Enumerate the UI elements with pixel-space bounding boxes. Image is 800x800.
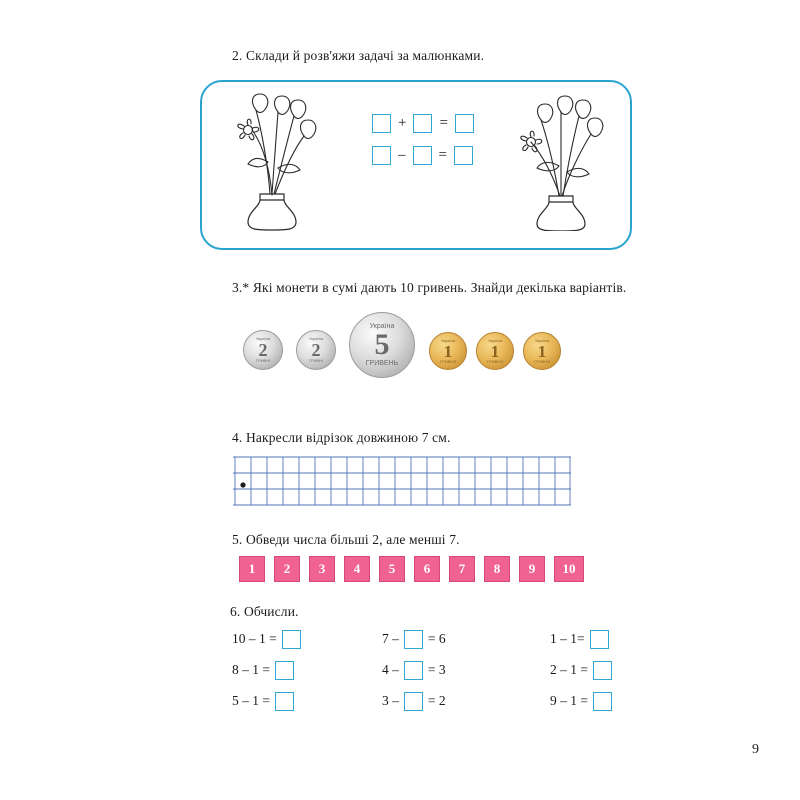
calculation-expression: 8 – 1 = bbox=[232, 662, 270, 677]
calculation-expression: 9 – 1 = bbox=[550, 693, 588, 708]
answer-blank[interactable] bbox=[372, 114, 391, 133]
number-cell-7[interactable]: 7 bbox=[449, 556, 475, 582]
answer-blank[interactable] bbox=[413, 146, 432, 165]
operator-equals: = bbox=[438, 147, 447, 163]
task-2-title: 2. Склади й розв'яжи задачі за малюнками. bbox=[232, 48, 485, 63]
coin-denomination: 2 bbox=[258, 340, 268, 360]
answer-blank[interactable] bbox=[590, 630, 609, 649]
calculation-result: = 6 bbox=[427, 631, 446, 646]
numbers-row bbox=[239, 556, 584, 582]
coin-currency-label: ГРИВНЯ bbox=[486, 358, 504, 364]
coin-country-label: Україна bbox=[487, 337, 503, 343]
calculation-row bbox=[382, 690, 446, 712]
number-cell-9[interactable]: 9 bbox=[519, 556, 545, 582]
calculation-expression: 2 – 1 = bbox=[550, 662, 588, 677]
number-cell-10[interactable]: 10 bbox=[554, 556, 584, 582]
calculation-result: = 2 bbox=[427, 693, 446, 708]
calculation-expression: 1 – 1= bbox=[550, 631, 585, 646]
coin-country-label: Україна bbox=[255, 336, 271, 341]
coin-denomination: 2 bbox=[311, 340, 321, 360]
coin-currency-label: ГРИВНЯ bbox=[439, 358, 457, 364]
number-cell-8[interactable]: 8 bbox=[484, 556, 510, 582]
coin-currency-label: ГРИВНІ bbox=[255, 358, 271, 363]
coin-2-hryvnia bbox=[243, 330, 283, 370]
flowers-in-vase-right bbox=[505, 86, 615, 236]
calculation-row bbox=[382, 628, 446, 650]
page-number: 9 bbox=[752, 742, 759, 757]
calculations-column-3 bbox=[550, 628, 617, 721]
answer-blank[interactable] bbox=[282, 630, 301, 649]
coin-country-label: Україна bbox=[308, 336, 324, 341]
coin-1-hryvnia bbox=[476, 332, 514, 370]
coin-country-label: Україна bbox=[534, 337, 550, 343]
coin-denomination: 1 bbox=[537, 341, 547, 361]
calculation-row bbox=[550, 659, 617, 681]
answer-blank[interactable] bbox=[404, 630, 423, 649]
coin-currency-label: ГРИВНІ bbox=[308, 358, 324, 363]
answer-blank[interactable] bbox=[455, 114, 474, 133]
ruled-grid bbox=[233, 455, 571, 510]
coin-denomination: 5 bbox=[374, 328, 390, 361]
flowers-in-vase-left bbox=[222, 86, 332, 236]
calculation-expression: 10 – 1 = bbox=[232, 631, 277, 646]
coin-denomination: 1 bbox=[490, 341, 500, 361]
calculation-row bbox=[550, 628, 617, 650]
answer-blank[interactable] bbox=[275, 692, 294, 711]
equation-row-addition bbox=[372, 114, 474, 133]
operator-minus: – bbox=[398, 147, 406, 163]
calculation-expression: 4 – bbox=[382, 662, 399, 677]
calculation-row bbox=[232, 659, 306, 681]
calculations-column-1 bbox=[232, 628, 306, 721]
calculations-column-2 bbox=[382, 628, 446, 721]
coin-country-label: Україна bbox=[369, 323, 395, 330]
answer-blank[interactable] bbox=[275, 661, 294, 680]
coin-1-hryvnia bbox=[523, 332, 561, 370]
calculation-row bbox=[232, 690, 306, 712]
coin-5-hryvnia bbox=[349, 312, 415, 378]
coins-row bbox=[243, 308, 583, 386]
calculation-result: = 3 bbox=[427, 662, 446, 677]
number-cell-6[interactable]: 6 bbox=[414, 556, 440, 582]
task-3-title: 3.* Які монети в сумі дають 10 гривень. Знайди декілька варіантів. bbox=[232, 280, 627, 295]
equation-row-subtraction bbox=[372, 146, 473, 165]
number-cell-1[interactable]: 1 bbox=[239, 556, 265, 582]
number-cell-5[interactable]: 5 bbox=[379, 556, 405, 582]
answer-blank[interactable] bbox=[404, 661, 423, 680]
operator-equals: = bbox=[439, 115, 448, 131]
number-cell-3[interactable]: 3 bbox=[309, 556, 335, 582]
coin-country-label: Україна bbox=[440, 337, 456, 343]
answer-blank[interactable] bbox=[404, 692, 423, 711]
task-4-title: 4. Накресли відрізок довжиною 7 см. bbox=[232, 430, 451, 445]
answer-blank[interactable] bbox=[593, 692, 612, 711]
task-6-title: 6. Обчисли. bbox=[230, 604, 299, 619]
coin-currency-label: ГРИВЕНЬ bbox=[365, 360, 399, 367]
coin-2-hryvnia bbox=[296, 330, 336, 370]
calculation-expression: 5 – 1 = bbox=[232, 693, 270, 708]
segment-start-point bbox=[240, 482, 245, 487]
answer-blank[interactable] bbox=[593, 661, 612, 680]
operator-plus: + bbox=[398, 115, 407, 131]
coin-denomination: 1 bbox=[443, 341, 453, 361]
answer-blank[interactable] bbox=[454, 146, 473, 165]
calculation-row bbox=[382, 659, 446, 681]
calculation-expression: 7 – bbox=[382, 631, 399, 646]
number-cell-2[interactable]: 2 bbox=[274, 556, 300, 582]
number-cell-4[interactable]: 4 bbox=[344, 556, 370, 582]
task-5-title: 5. Обведи числа більші 2, але менші 7. bbox=[232, 532, 460, 547]
answer-blank[interactable] bbox=[372, 146, 391, 165]
answer-blank[interactable] bbox=[413, 114, 432, 133]
calculation-row bbox=[232, 628, 306, 650]
calculation-row bbox=[550, 690, 617, 712]
coin-currency-label: ГРИВНЯ bbox=[533, 358, 551, 364]
calculation-expression: 3 – bbox=[382, 693, 399, 708]
coin-1-hryvnia bbox=[429, 332, 467, 370]
